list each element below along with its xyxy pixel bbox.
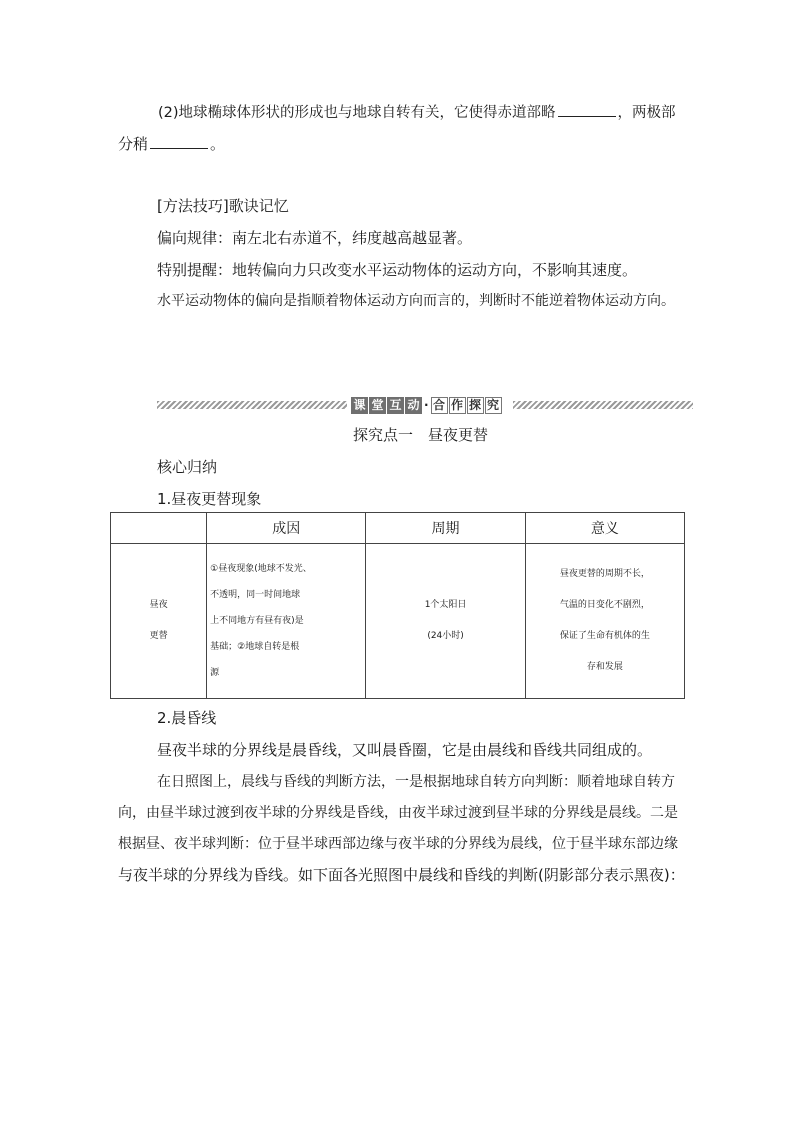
question-2-text-a: (2)地球椭球体形状的形成也与地球自转有关，它使得赤道部略	[158, 105, 556, 121]
terminator-paragraph-line: 与夜半球的分界线为昏线。如下面各光照图中晨线和昏线的判断(阴影部分表示黑夜)：	[118, 866, 685, 884]
item-1-heading: 1.昼夜更替现象	[157, 490, 262, 508]
table-cell	[525, 544, 684, 699]
banner-stripe-left	[157, 401, 347, 409]
question-2-line-2	[118, 134, 225, 154]
answer-blank-2[interactable]	[150, 134, 208, 149]
table-cell	[207, 544, 366, 699]
question-2-text-b: ，两极部	[617, 105, 676, 121]
question-2-text-d: 。	[210, 135, 226, 153]
banner-char: 课	[351, 397, 368, 414]
terminator-paragraph-line: 根据昼、夜半球判断：位于昼半球西部边缘与夜半球的分界线为晨线，位于昼半球东部边缘	[118, 836, 678, 852]
table-header-cell: 成因	[207, 513, 366, 544]
row-label: 昼夜 更替	[149, 600, 168, 641]
meaning-text: 昼夜更替的周期不长， 气温的日变化不剧烈， 保证了生命有机体的生 存和发展	[559, 569, 650, 672]
item-2-heading: 2.晨昏线	[157, 709, 217, 727]
day-night-table	[110, 512, 685, 699]
section-banner	[157, 396, 693, 414]
banner-char: 动	[405, 397, 422, 414]
terminator-definition: 昼夜半球的分界线是晨昏线，又叫晨昏圈，它是由晨线和昏线共同组成的。	[157, 741, 653, 759]
question-2-text-c: 分稍	[118, 135, 149, 153]
banner-char: 合	[431, 397, 448, 414]
table-header-row	[111, 513, 685, 544]
banner-char: 互	[387, 397, 404, 414]
terminator-paragraph-line: 在日照图上，晨线与昏线的判断方法，一是根据地球自转方向判断：顺着地球自转方	[157, 774, 675, 790]
core-summary-heading: 核心归纳	[157, 458, 218, 476]
table-cell	[111, 544, 207, 699]
banner-title	[351, 396, 502, 414]
table-header-cell: 意义	[525, 513, 684, 544]
answer-blank-1[interactable]	[558, 102, 616, 117]
banner-char: 探	[467, 397, 484, 414]
table-cell	[366, 544, 525, 699]
question-2-line-1	[158, 102, 676, 123]
table-header-cell: 周期	[366, 513, 525, 544]
method-reminder: 特别提醒：地转偏向力只改变水平运动物体的运动方向，不影响其速度。	[157, 261, 638, 279]
table-header-cell	[111, 513, 207, 544]
banner-char: 究	[485, 397, 502, 414]
method-note: 水平运动物体的偏向是指顺着物体运动方向而言的，判断时不能逆着物体运动方向。	[157, 293, 675, 309]
banner-dot: ·	[424, 398, 429, 412]
period-text: 1个太阳日 (24小时)	[424, 600, 467, 641]
method-rule: 偏向规律：南左北右赤道不，纬度越高越显著。	[157, 229, 473, 247]
banner-char: 堂	[369, 397, 386, 414]
section-title: 探究点一 昼夜更替	[353, 426, 489, 444]
cause-text: ①昼夜现象(地球不发光、 不透明，同一时间地球 上不同地方有昼有夜)是 基础；②地球自转是根 源	[210, 564, 312, 678]
method-title: [方法技巧]歌诀记忆	[157, 197, 289, 215]
banner-char: 作	[449, 397, 466, 414]
table-row	[111, 544, 685, 699]
banner-stripe-right	[513, 401, 693, 409]
terminator-paragraph-line: 向，由昼半球过渡到夜半球的分界线是昏线，由夜半球过渡到昼半球的分界线是晨线。二是	[118, 805, 678, 821]
